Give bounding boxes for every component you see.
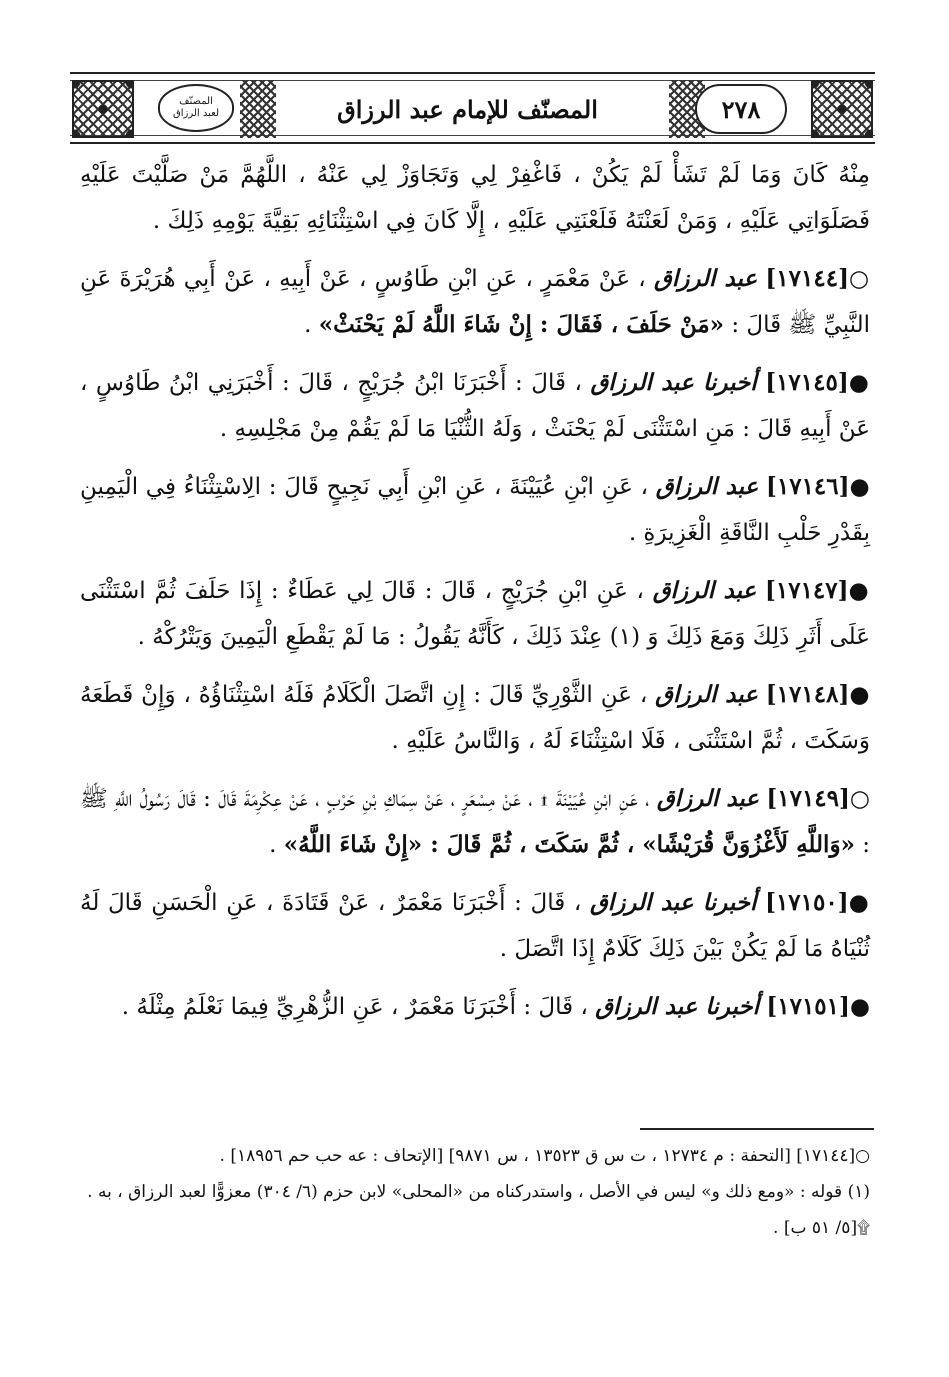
paragraph-continuation <box>80 152 870 244</box>
seal-line-1: المصنّف <box>179 96 213 107</box>
narrator-name: عبد الرزاق <box>652 577 757 604</box>
seal-line-2: لعبد الرزاق <box>172 108 220 119</box>
footnote-manuscript-ref: ۩[٥/ ٥١ ب] . <box>773 1218 870 1238</box>
paragraph-text: ، عَنْ مَعْمَرٍ ، عَنِ ابْنِ طَاوُسٍ ، عَنْ أَبِيهِ ، عَنْ أَبِي هُرَيْرَةَ عَنِ النَّبِيِّ ﷺ قَالَ : <box>80 266 870 338</box>
paragraph-tail: . <box>304 312 312 338</box>
narrator-name: أخبرنا عبد الرزاق <box>590 369 757 396</box>
hadith-17150 <box>80 880 870 972</box>
footnotes <box>80 1140 870 1248</box>
marker-icon: ● <box>848 889 871 916</box>
paragraph-text: ، عَنِ ابْنِ جُرَيْجٍ ، قَالَ : قَالَ لِي عَطَاءٌ : إِذَا حَلَفَ ثُمَّ اسْتَثْنَى عَلَى أَثَرِ ذَلِكَ وَمَعَ ذَلِكَ وَ (١) عِنْدَ ذَلِكَ ، كَأَنَّهُ يَقُولُ : مَا لَمْ يَقْطَعِ الْيَمِينَ وَيَتْرُكْهُ . <box>80 578 870 650</box>
ornament-right-icon <box>811 80 873 138</box>
prophetic-quote: «وَاللَّهِ لَأَغْزُوَنَّ قُرَيْشًا» ، ثُمَّ سَكَتَ ، ثُمَّ قَالَ : «إِنْ شَاءَ اللَّهُ» <box>283 831 855 858</box>
marker-icon: ○ <box>848 265 870 292</box>
ornament-inner-left-icon <box>240 80 276 138</box>
paragraph-text: ، قَالَ : أَخْبَرَنَا مَعْمَرٌ ، عَنِ الزُّهْرِيِّ فِيمَا نَعْلَمُ مِثْلَهُ . <box>121 994 588 1020</box>
hadith-number: [١٧١٥١] <box>766 993 850 1020</box>
narrator-name: أخبرنا عبد الرزاق <box>589 889 757 916</box>
marker-icon: ● <box>848 577 871 604</box>
hadith-number: [١٧١٤٦] <box>765 473 850 500</box>
marker-icon: ● <box>849 681 870 708</box>
paragraph-text: ، قَالَ : أَخْبَرَنَا مَعْمَرٌ ، عَنْ قَتَادَةَ ، عَنِ الْحَسَنِ قَالَ لَهُ ثُنْيَاهُ مَا لَمْ يَكُنْ بَيْنَ ذَلِكَ كَلَامٌ إِذَا اتَّصَلَ . <box>80 890 870 962</box>
marker-icon: ● <box>848 369 871 396</box>
hadith-17146 <box>80 464 870 556</box>
narrator-name: عبد الرزاق <box>656 785 760 812</box>
page-header <box>70 72 875 144</box>
hadith-number: [١٧١٥٠] <box>765 889 849 916</box>
paragraph-text: مِنْهُ كَانَ وَمَا لَمْ تَشَأْ لَمْ يَكُنْ ، فَاغْفِرْ لِي وَتَجَاوَزْ لِي عَنْهُ ، اللَّهُمَّ مَنْ صَلَّيْتَ عَلَيْهِ فَصَلَوَاتِي عَلَيْهِ ، وَمَنْ لَعَنْتَهُ فَلَعْنَتِي عَلَيْهِ ، إِلَّا كَانَ فِي اسْتِثْنَائِهِ بَقِيَّةَ يَوْمِهِ ذَلِكَ . <box>80 162 870 234</box>
ornament-left-icon <box>72 80 134 138</box>
main-text <box>80 152 870 1042</box>
marker-icon: ● <box>849 993 870 1020</box>
paragraph-text: ، عَنِ ابْنِ عُيَيْنَةَ ، عَنِ ابْنِ أَبِي نَجِيحٍ قَالَ : الِاسْتِثْنَاءُ فِي الْيَمِينِ بِقَدْرِ حَلْبِ النَّاقَةِ الْغَزِيرَةِ . <box>80 474 870 546</box>
hadith-17145 <box>80 360 870 452</box>
paragraph-text: ، قَالَ : أَخْبَرَنَا ابْنُ جُرَيْجٍ ، قَالَ : أَخْبَرَنِي ابْنُ طَاوُسٍ ، عَنْ أَبِيهِ قَالَ : مَنِ اسْتَثْنَى لَمْ يَحْنَثْ ، وَلَهُ الثُّنْيَا مَا لَمْ يَقُمْ مِنْ مَجْلِسِهِ . <box>80 370 870 442</box>
narrator-name: عبد الرزاق <box>655 681 758 708</box>
hadith-number: [١٧١٤٤] <box>765 265 849 292</box>
hadith-17151 <box>80 984 870 1030</box>
hadith-17148 <box>80 672 870 764</box>
hadith-17147 <box>80 568 870 660</box>
paragraph-text: ، عَنِ الثَّوْرِيِّ قَالَ : إِنِ اتَّصَلَ الْكَلَامُ فَلَهُ اسْتِثْنَاؤُهُ ، وَإِنْ قَطَعَهُ وَسَكَتَ ، ثُمَّ اسْتَثْنَى ، فَلَا اسْتِثْنَاءَ لَهُ ، وَالنَّاسُ عَلَيْهِ . <box>80 682 870 754</box>
prophetic-quote: «مَنْ حَلَفَ ، فَقَالَ : إِنْ شَاءَ اللَّهُ لَمْ يَحْنَثْ» <box>318 311 725 338</box>
footnote-takhrij: ○[١٧١٤٤] [التحفة : م ١٢٧٣٤ ، ت س ق ١٣٥٢٣ ، س ٩٨٧١] [الإتحاف : عه حب حم ١٨٩٥٦] . <box>219 1146 870 1166</box>
page-number: ٢٧٨ <box>695 84 787 134</box>
hadith-number: [١٧١٤٧] <box>764 577 849 604</box>
hadith-number: [١٧١٤٨] <box>765 681 850 708</box>
marker-icon: ● <box>849 473 870 500</box>
footnote-divider <box>640 1128 874 1130</box>
paragraph-text: ، عَنِ ابْنِ عُيَيْنَةَ ۩ ، عَنْ مِسْعَرٍ ، عَنْ سِمَاكِ بْنِ حَرْبٍ ، عَنْ عِكْرِمَةَ قَالَ : قَالَ رَسُولُ اللَّهِ ﷺ : <box>80 786 870 858</box>
footnote-1: (١) قوله : «ومع ذلك و» ليس في الأصل ، واستدركناه من «المحلى» لابن حزم (٦/ ٣٠٤) معزوًّا لعبد الرزاق ، به . <box>87 1182 870 1202</box>
narrator-name: عبد الرزاق <box>655 473 759 500</box>
book-seal-icon <box>158 84 234 132</box>
narrator-name: أخبرنا عبد الرزاق <box>595 993 760 1020</box>
hadith-number: [١٧١٤٩] <box>766 785 850 812</box>
hadith-17144 <box>80 256 870 348</box>
marker-icon: ○ <box>849 785 870 812</box>
running-title: المصنّف للإمام عبد الرزاق <box>337 94 598 124</box>
narrator-name: عبد الرزاق <box>654 265 758 292</box>
hadith-number: [١٧١٤٥] <box>765 369 849 396</box>
paragraph-tail: . <box>269 832 277 858</box>
hadith-17149 <box>80 776 870 868</box>
